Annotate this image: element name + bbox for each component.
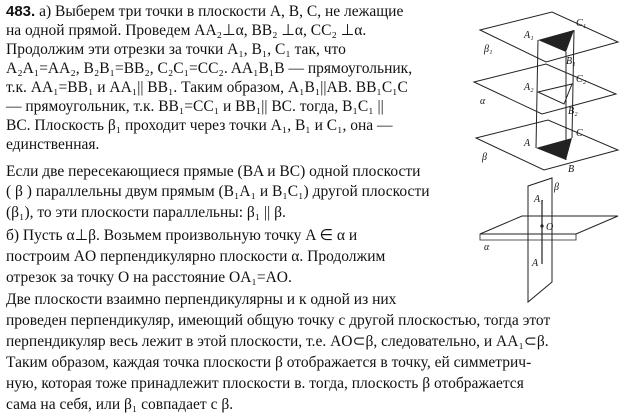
plane-alpha bbox=[474, 64, 616, 114]
point-o bbox=[540, 224, 543, 227]
label-a1: A₁ bbox=[524, 30, 534, 41]
text-line-20: сама на себя, или β₁ совпадает с β. bbox=[6, 396, 234, 413]
text-line-10: ( β ) параллельны двум прямым (B₁A₁ и B₁C₁) другой плоскости bbox=[6, 183, 430, 200]
label-a2: A₂ bbox=[524, 82, 534, 93]
perpendicular-a bbox=[536, 40, 538, 148]
text-line-11: (β₁), то эти плоскости параллельны: β₁ || β. bbox=[6, 204, 286, 221]
text-line-2: на одной прямой. Проведем AA₂⊥α, BB₂ ⊥α, CC₂ ⊥α. bbox=[6, 22, 367, 39]
text-line-1 bbox=[6, 2, 403, 21]
text-line-8: единственная. bbox=[6, 136, 100, 153]
label-beta-2: β bbox=[554, 182, 559, 193]
label-c1: C₁ bbox=[576, 18, 587, 29]
triangle-bottom bbox=[536, 138, 572, 160]
label-b2: B₂ bbox=[568, 106, 578, 117]
label-beta1: β₁ bbox=[484, 44, 493, 55]
label-c: C bbox=[576, 128, 583, 139]
label-alpha: α bbox=[480, 96, 486, 107]
label-o: O bbox=[546, 222, 554, 233]
text-line-12: б) Пусть α⊥β. Возьмем произвольную точку A ∈ α и bbox=[6, 227, 358, 244]
text-line-9: Если две пересекающиеся прямые (BA и BC) одной плоскости bbox=[6, 163, 421, 180]
label-b: B bbox=[568, 164, 575, 175]
text-line-16: проведен перпендикуляр, имеющий общую точку с другой плоскостью, тогда этот bbox=[6, 312, 551, 329]
text-line-18: Таким образом, каждая точка плоскости β отображается в точку, ей симметрич- bbox=[6, 354, 532, 371]
text-line-13: построим AO перпендикулярно плоскости α. Продолжим bbox=[6, 248, 386, 265]
triangle-middle bbox=[538, 84, 572, 104]
label-alpha-2: α bbox=[484, 242, 490, 253]
text-line-14: отрезок за точку O на расстояние OA₁=AO. bbox=[6, 269, 292, 286]
figure-perpendicular-planes bbox=[476, 176, 624, 306]
text-line-4: A₂A₁=AA₂, B₂B₁=BB₂, C₂C₁=CC₂. AA₁B₁B — прямоугольник, bbox=[6, 60, 413, 77]
text-line-5: т.к. AA₁=BB₁ и AA₁|| BB₁. Таким образом, A₁B₁||AB. BB₁C₁C bbox=[6, 79, 408, 96]
problem-number: 483. bbox=[6, 3, 36, 20]
label-a-2: A bbox=[532, 258, 539, 269]
text-line-15: Две плоскости взаимно перпендикулярны и к одной из них bbox=[6, 291, 397, 308]
label-a1-2: A₁ bbox=[534, 194, 544, 205]
figure-parallel-planes bbox=[466, 0, 624, 180]
label-a: A bbox=[524, 138, 531, 149]
label-b1: B₁ bbox=[566, 56, 576, 67]
text-line-19: ную, которая тоже принадлежит плоскости в. тогда, плоскость β отображается bbox=[6, 375, 524, 392]
triangle-top bbox=[538, 30, 574, 52]
text-line-3: Продолжим эти отрезки за точки A₁, B₁, C₁ так, что bbox=[6, 41, 346, 58]
text-line-6: — прямоугольник, т.к. BB₁=CC₁ и BB₁|| BC. тогда, B₁C₁ || bbox=[6, 98, 384, 115]
line-text: а) Выберем три точки в плоскости A, B, C, не лежащие bbox=[39, 3, 404, 20]
text-line-17: перпендикуляр весь лежит в этой плоскости, т.е. AO⊂β, следовательно, и AA₁⊂β. bbox=[6, 333, 549, 350]
label-beta: β bbox=[482, 152, 487, 163]
text-line-7: BC. Плоскость β₁ проходит через точки A₁, B₁ и C₁, она — bbox=[6, 117, 393, 134]
label-c2: C₂ bbox=[576, 74, 587, 85]
